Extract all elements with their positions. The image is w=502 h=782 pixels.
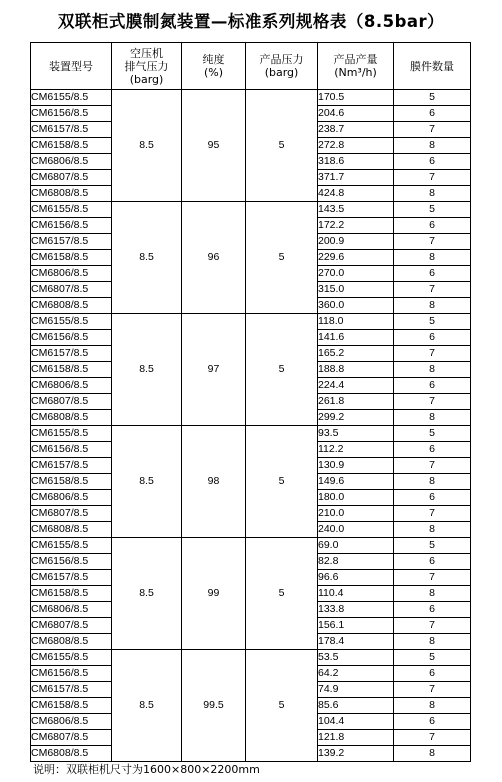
header-membrane-count: 膜件数量 <box>394 43 471 90</box>
product-flow-cell: 180.0 <box>318 490 394 506</box>
model-cell: CM6807/8.5 <box>31 506 112 522</box>
header-line: 空压机 <box>130 46 163 60</box>
product-flow-cell: 318.6 <box>318 154 394 170</box>
model-cell: CM6158/8.5 <box>31 698 112 714</box>
membrane-count-cell: 8 <box>394 698 471 714</box>
model-cell: CM6155/8.5 <box>31 314 112 330</box>
purity-cell: 96 <box>182 202 246 314</box>
membrane-count-cell: 6 <box>394 106 471 122</box>
header-line: (barg) <box>264 66 299 79</box>
header-line: 纯度 <box>202 53 225 66</box>
product-flow-cell: 178.4 <box>318 634 394 650</box>
model-cell: CM6808/8.5 <box>31 186 112 202</box>
header-line: 产品压力 <box>259 53 304 66</box>
model-cell: CM6158/8.5 <box>31 138 112 154</box>
model-cell: CM6155/8.5 <box>31 90 112 106</box>
header-line: 排气压力 <box>124 59 169 73</box>
membrane-count-cell: 8 <box>394 746 471 762</box>
membrane-count-cell: 5 <box>394 650 471 666</box>
membrane-count-cell: 6 <box>394 554 471 570</box>
compressor-pressure-cell: 8.5 <box>112 426 182 538</box>
table-row <box>31 650 471 666</box>
product-flow-cell: 93.5 <box>318 426 394 442</box>
product-flow-cell: 210.0 <box>318 506 394 522</box>
header-row <box>31 43 471 90</box>
membrane-count-cell: 8 <box>394 186 471 202</box>
model-cell: CM6808/8.5 <box>31 522 112 538</box>
membrane-count-cell: 8 <box>394 250 471 266</box>
membrane-count-cell: 6 <box>394 602 471 618</box>
purity-cell: 99 <box>182 538 246 650</box>
model-cell: CM6158/8.5 <box>31 250 112 266</box>
product-flow-cell: 299.2 <box>318 410 394 426</box>
product-pressure-cell: 5 <box>246 314 318 426</box>
product-flow-cell: 121.8 <box>318 730 394 746</box>
product-flow-cell: 143.5 <box>318 202 394 218</box>
product-flow-cell: 149.6 <box>318 474 394 490</box>
product-pressure-cell: 5 <box>246 426 318 538</box>
membrane-count-cell: 8 <box>394 298 471 314</box>
product-flow-cell: 130.9 <box>318 458 394 474</box>
model-cell: CM6156/8.5 <box>31 218 112 234</box>
product-flow-cell: 133.8 <box>318 602 394 618</box>
model-cell: CM6156/8.5 <box>31 106 112 122</box>
model-cell: CM6806/8.5 <box>31 266 112 282</box>
membrane-count-cell: 5 <box>394 202 471 218</box>
product-flow-cell: 172.2 <box>318 218 394 234</box>
compressor-pressure-cell: 8.5 <box>112 650 182 762</box>
membrane-count-cell: 7 <box>394 234 471 250</box>
header-purity <box>182 43 246 90</box>
membrane-count-cell: 6 <box>394 378 471 394</box>
table-row <box>31 538 471 554</box>
membrane-count-cell: 7 <box>394 346 471 362</box>
product-flow-cell: 85.6 <box>318 698 394 714</box>
model-cell: CM6155/8.5 <box>31 650 112 666</box>
product-flow-cell: 224.4 <box>318 378 394 394</box>
membrane-count-cell: 8 <box>394 410 471 426</box>
membrane-count-cell: 8 <box>394 138 471 154</box>
compressor-pressure-cell: 8.5 <box>112 202 182 314</box>
table-row <box>31 314 471 330</box>
model-cell: CM6156/8.5 <box>31 554 112 570</box>
header-line: (barg) <box>129 72 164 86</box>
product-flow-cell: 112.2 <box>318 442 394 458</box>
membrane-count-cell: 6 <box>394 330 471 346</box>
membrane-count-cell: 7 <box>394 122 471 138</box>
product-flow-cell: 165.2 <box>318 346 394 362</box>
product-flow-cell: 424.8 <box>318 186 394 202</box>
product-flow-cell: 229.6 <box>318 250 394 266</box>
model-cell: CM6158/8.5 <box>31 362 112 378</box>
membrane-count-cell: 7 <box>394 394 471 410</box>
model-cell: CM6155/8.5 <box>31 538 112 554</box>
model-cell: CM6806/8.5 <box>31 602 112 618</box>
purity-cell: 95 <box>182 90 246 202</box>
membrane-count-cell: 6 <box>394 666 471 682</box>
product-flow-cell: 238.7 <box>318 122 394 138</box>
product-flow-cell: 188.8 <box>318 362 394 378</box>
product-flow-cell: 69.0 <box>318 538 394 554</box>
model-cell: CM6155/8.5 <box>31 202 112 218</box>
product-flow-cell: 272.8 <box>318 138 394 154</box>
model-cell: CM6157/8.5 <box>31 570 112 586</box>
compressor-pressure-cell: 8.5 <box>112 90 182 202</box>
membrane-count-cell: 7 <box>394 458 471 474</box>
header-product-flow <box>318 43 394 90</box>
product-flow-cell: 170.5 <box>318 90 394 106</box>
product-flow-cell: 74.9 <box>318 682 394 698</box>
membrane-count-cell: 8 <box>394 522 471 538</box>
product-flow-cell: 118.0 <box>318 314 394 330</box>
product-flow-cell: 141.6 <box>318 330 394 346</box>
product-flow-cell: 96.6 <box>318 570 394 586</box>
purity-cell: 97 <box>182 314 246 426</box>
product-flow-cell: 200.9 <box>318 234 394 250</box>
product-flow-cell: 53.5 <box>318 650 394 666</box>
membrane-count-cell: 6 <box>394 490 471 506</box>
table-row <box>31 426 471 442</box>
membrane-count-cell: 5 <box>394 538 471 554</box>
product-pressure-cell: 5 <box>246 202 318 314</box>
table-row <box>31 90 471 106</box>
product-flow-cell: 104.4 <box>318 714 394 730</box>
header-product-pressure <box>246 43 318 90</box>
product-flow-cell: 110.4 <box>318 586 394 602</box>
membrane-count-cell: 6 <box>394 154 471 170</box>
header-line: (%) <box>203 66 224 79</box>
membrane-count-cell: 7 <box>394 170 471 186</box>
model-cell: CM6158/8.5 <box>31 586 112 602</box>
product-flow-cell: 156.1 <box>318 618 394 634</box>
model-cell: CM6807/8.5 <box>31 618 112 634</box>
table-body <box>31 90 471 762</box>
membrane-count-cell: 6 <box>394 218 471 234</box>
model-cell: CM6806/8.5 <box>31 378 112 394</box>
header-line: (Nm³/h) <box>334 66 377 79</box>
footnote: 说明：双联柜机尺寸为1600×800×2200mm <box>33 763 260 776</box>
model-cell: CM6155/8.5 <box>31 426 112 442</box>
product-flow-cell: 261.8 <box>318 394 394 410</box>
model-cell: CM6806/8.5 <box>31 154 112 170</box>
membrane-count-cell: 5 <box>394 314 471 330</box>
membrane-count-cell: 8 <box>394 474 471 490</box>
model-cell: CM6807/8.5 <box>31 394 112 410</box>
model-cell: CM6157/8.5 <box>31 458 112 474</box>
model-cell: CM6807/8.5 <box>31 282 112 298</box>
page-title: 双联柜式膜制氮装置—标准系列规格表（8.5bar） <box>57 12 445 31</box>
product-flow-cell: 204.6 <box>318 106 394 122</box>
model-cell: CM6156/8.5 <box>31 330 112 346</box>
model-cell: CM6807/8.5 <box>31 730 112 746</box>
membrane-count-cell: 8 <box>394 362 471 378</box>
membrane-count-cell: 6 <box>394 714 471 730</box>
header-line: 产品产量 <box>333 53 378 66</box>
model-cell: CM6156/8.5 <box>31 666 112 682</box>
model-cell: CM6808/8.5 <box>31 746 112 762</box>
model-cell: CM6157/8.5 <box>31 346 112 362</box>
membrane-count-cell: 7 <box>394 682 471 698</box>
membrane-count-cell: 7 <box>394 506 471 522</box>
product-flow-cell: 82.8 <box>318 554 394 570</box>
model-cell: CM6806/8.5 <box>31 714 112 730</box>
header-model: 装置型号 <box>31 43 112 90</box>
membrane-count-cell: 8 <box>394 586 471 602</box>
table-header <box>31 43 471 90</box>
table-row <box>31 202 471 218</box>
membrane-count-cell: 6 <box>394 266 471 282</box>
compressor-pressure-cell: 8.5 <box>112 538 182 650</box>
product-flow-cell: 371.7 <box>318 170 394 186</box>
model-cell: CM6157/8.5 <box>31 122 112 138</box>
membrane-count-cell: 5 <box>394 426 471 442</box>
product-flow-cell: 360.0 <box>318 298 394 314</box>
membrane-count-cell: 7 <box>394 618 471 634</box>
purity-cell: 98 <box>182 426 246 538</box>
product-flow-cell: 270.0 <box>318 266 394 282</box>
membrane-count-cell: 6 <box>394 442 471 458</box>
spec-table <box>30 42 471 762</box>
membrane-count-cell: 7 <box>394 570 471 586</box>
model-cell: CM6808/8.5 <box>31 410 112 426</box>
model-cell: CM6808/8.5 <box>31 298 112 314</box>
model-cell: CM6158/8.5 <box>31 474 112 490</box>
purity-cell: 99.5 <box>182 650 246 762</box>
membrane-count-cell: 7 <box>394 730 471 746</box>
model-cell: CM6807/8.5 <box>31 170 112 186</box>
membrane-count-cell: 8 <box>394 634 471 650</box>
product-flow-cell: 64.2 <box>318 666 394 682</box>
membrane-count-cell: 7 <box>394 282 471 298</box>
product-pressure-cell: 5 <box>246 538 318 650</box>
product-flow-cell: 240.0 <box>318 522 394 538</box>
model-cell: CM6157/8.5 <box>31 234 112 250</box>
product-flow-cell: 139.2 <box>318 746 394 762</box>
model-cell: CM6806/8.5 <box>31 490 112 506</box>
product-pressure-cell: 5 <box>246 650 318 762</box>
model-cell: CM6156/8.5 <box>31 442 112 458</box>
compressor-pressure-cell: 8.5 <box>112 314 182 426</box>
product-pressure-cell: 5 <box>246 90 318 202</box>
membrane-count-cell: 5 <box>394 90 471 106</box>
model-cell: CM6808/8.5 <box>31 634 112 650</box>
product-flow-cell: 315.0 <box>318 282 394 298</box>
header-compressor-pressure <box>112 43 182 90</box>
model-cell: CM6157/8.5 <box>31 682 112 698</box>
